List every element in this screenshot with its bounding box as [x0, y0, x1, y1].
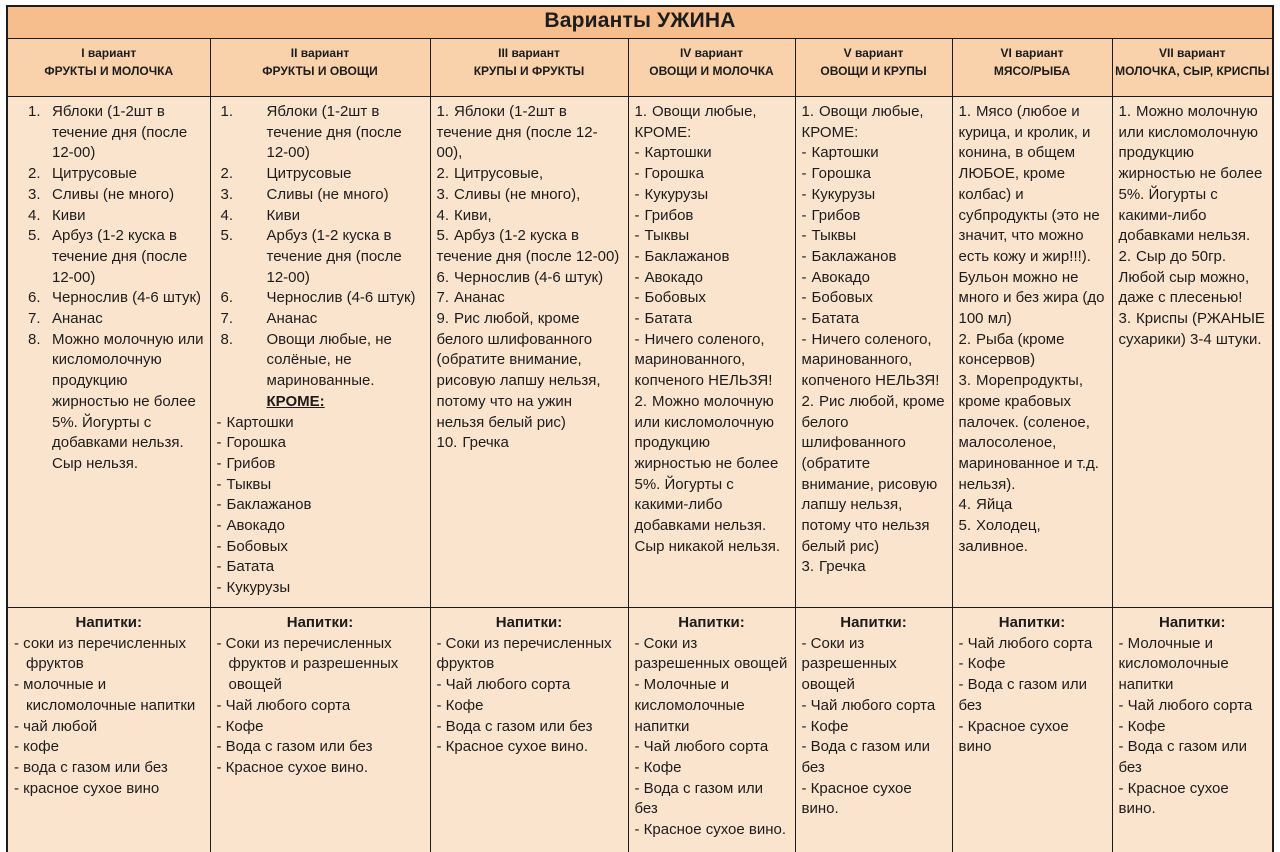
item-marker: 2. [801, 392, 815, 410]
item-marker: - [801, 227, 807, 245]
drinks-list-item: - Кофе [216, 717, 264, 735]
drinks-list-item: - Вода с газом или без [801, 738, 930, 776]
item-marker: - [216, 434, 222, 452]
dash-item: - Кукурузы [801, 185, 876, 203]
item-marker: 1. [436, 103, 450, 120]
item-marker: 3. [801, 558, 815, 576]
drinks-heading: Напитки: [840, 614, 907, 631]
dash-item: - Ничего соленого, маринованного, копченого НЕЛЬЗЯ! [634, 330, 773, 390]
drinks-list-item: - красное сухое вино [14, 779, 160, 797]
variant-3-items [430, 97, 628, 608]
variant-number-label: I вариант [81, 46, 137, 60]
item-marker: 1. [1118, 103, 1132, 120]
dash-item: - Авокадо [634, 268, 703, 286]
item-marker: 1. [634, 103, 648, 120]
item-marker: 7. [28, 310, 41, 328]
item-marker: 7. [436, 289, 450, 307]
dash-item: - Баклажанов [801, 247, 897, 265]
item-marker: 3. [28, 185, 41, 203]
drinks-list-item: - Красное сухое вино. [436, 738, 589, 756]
drinks-list-item: - Красное сухое вино. [1118, 779, 1229, 818]
item-marker: 8. [28, 330, 41, 348]
drinks-list-item: - Кофе [1118, 717, 1166, 735]
item-marker: - [801, 247, 807, 265]
drinks-list-item: - Красное сухое вино. [801, 779, 912, 818]
item-marker: - [216, 579, 222, 597]
dash-item: - Батата [216, 558, 275, 576]
variant-2-items [210, 97, 430, 608]
variant-title-label: ОВОЩИ И МОЛОЧКА [649, 64, 774, 78]
page-title: Варианты УЖИНА [7, 6, 1273, 39]
drinks-list-item: - Чай любого сорта [958, 634, 1093, 652]
variant-title-label: ОВОЩИ И КРУПЫ [820, 64, 927, 78]
item-marker: - [801, 206, 807, 224]
numbered-item: 1. Яблоки (1-2шт в течение дня (после 12-00), [436, 103, 598, 162]
item-marker: - [634, 206, 640, 224]
item-marker: 2. [436, 165, 450, 183]
numbered-item: 3. Сливы (не много) [217, 185, 424, 206]
numbered-item: 1. Овощи любые, КРОМЕ: [634, 103, 757, 141]
numbered-item: 4. Киви [14, 206, 204, 227]
drinks-row [7, 608, 1273, 852]
variant-number-label: V вариант [843, 46, 904, 60]
variant-number-label: IV вариант [679, 46, 744, 60]
drinks-list-item: - чай любой [14, 717, 98, 735]
dash-item: - Грибов [216, 454, 276, 472]
item-marker: - [801, 185, 807, 203]
drinks-list-item: - Вода с газом или без [1118, 738, 1247, 776]
dash-item: - Бобовых [634, 289, 706, 307]
item-marker: 5. [958, 517, 972, 535]
dash-item: - Картошки [216, 413, 294, 431]
item-marker: 2. [28, 165, 41, 183]
numbered-item: 8. Можно молочную или кисломолочную продукцию жирностью не более 5%. Йогурты с добавками нельзя. Сыр нельзя. [14, 330, 204, 475]
dash-item: - Тыквы [634, 227, 690, 245]
drinks-list-item: - Чай любого сорта [634, 738, 769, 756]
drinks-heading: Напитки: [286, 614, 354, 631]
item-marker: - [801, 330, 807, 348]
numbered-item: 3. Сливы (не много) [14, 185, 204, 206]
drinks-list-item: - соки из перечисленных фруктов [14, 634, 186, 673]
variant-7-items [1112, 97, 1273, 608]
dash-item: - Батата [634, 310, 693, 328]
drinks-list-item: - вода с газом или без [14, 758, 168, 776]
drinks-heading: Напитки: [998, 614, 1066, 631]
dash-item: - Бобовых [801, 289, 873, 307]
item-marker: 2. [1118, 247, 1132, 265]
drinks-list-item: - Вода с газом или без [634, 779, 763, 818]
item-marker: - [801, 165, 807, 183]
variant-4-drinks [628, 608, 795, 852]
item-marker: 10. [436, 434, 458, 452]
column-header-variant-4 [628, 39, 795, 97]
item-marker: 1. [958, 103, 972, 120]
dash-item: - Горошка [801, 165, 871, 183]
dash-item: - Картошки [634, 144, 712, 162]
variant-5-items [795, 97, 952, 608]
item-marker: 7. [220, 310, 234, 328]
drinks-list-item: - Молочные и кисломолочные напитки [634, 676, 745, 735]
item-marker: - [801, 310, 807, 328]
item-marker: - [216, 496, 222, 514]
drinks-list-item: - Красное сухое вино [958, 717, 1069, 756]
item-marker: - [801, 144, 807, 162]
numbered-item: 2. Цитрусовые, [436, 165, 544, 183]
column-header-variant-7 [1112, 39, 1273, 97]
drinks-list-item: - молочные и кисломолочные напитки [14, 676, 196, 714]
dash-item: - Кукурузы [634, 185, 709, 203]
drinks-heading: Напитки: [495, 614, 563, 631]
variant-title-label: КРУПЫ И ФРУКТЫ [473, 64, 585, 78]
numbered-item: 3. Морепродукты, кроме крабовых палочек. (соленое, малосоленое, маринованное и т.д. нельзя). [958, 372, 1099, 493]
numbered-item: 5. Арбуз (1-2 куска в течение дня (после 12-00) [217, 226, 424, 288]
dash-item: - Кукурузы [216, 579, 291, 597]
drinks-list-item: - Красное сухое вино. [216, 758, 369, 776]
variant-title-label: МЯСО/РЫБА [993, 64, 1071, 78]
drinks-list-item: - Чай любого сорта [801, 696, 936, 714]
item-marker: 5. [436, 227, 450, 245]
item-marker: - [216, 454, 222, 472]
drinks-list-item: - Соки из разрешенных овощей [801, 634, 897, 694]
drinks-list-item: - Вода с газом или без [436, 717, 593, 735]
item-marker: 4. [28, 206, 41, 224]
drinks-list-item: - Соки из перечисленных фруктов и разрешенных овощей [216, 634, 399, 694]
item-marker: 6. [220, 289, 234, 307]
dash-item: - Авокадо [801, 268, 870, 286]
numbered-item: 2. Сыр до 50гр. Любой сыр можно, даже с плесенью! [1118, 247, 1250, 307]
numbered-item: 4. Яйца [958, 496, 1013, 514]
drinks-list-item: - Красное сухое вино. [634, 821, 787, 839]
item-marker: 2. [220, 165, 234, 183]
dash-item: - Грибов [634, 206, 694, 224]
exclusion-heading: КРОМЕ: [266, 392, 325, 410]
dash-item: - Горошка [634, 165, 704, 183]
item-marker: - [634, 227, 640, 245]
dash-item: - Баклажанов [634, 247, 730, 265]
item-marker: 4. [958, 496, 972, 514]
item-marker: 5. [28, 227, 41, 245]
numbered-item: 3. Сливы (не много), [436, 185, 581, 203]
numbered-item: 9. Рис любой, кроме белого шлифованного (обратите внимание, рисовую лапшу нельзя, потому что на ужин нельзя белый рис) [436, 310, 601, 431]
variant-6-items [952, 97, 1112, 608]
drinks-heading: Напитки: [1158, 614, 1226, 631]
numbered-item: 7. Ананас [217, 309, 424, 330]
dash-item: - Бобовых [216, 537, 288, 555]
numbered-item: 3. Гречка [801, 558, 866, 576]
item-marker: - [634, 289, 640, 307]
variant-2-drinks [210, 608, 430, 852]
column-header-variant-2 [210, 39, 430, 97]
item-marker: - [216, 413, 222, 431]
variant-header-row [7, 39, 1273, 97]
numbered-item: 7. Ананас [14, 309, 204, 330]
item-marker: 1. [220, 103, 234, 120]
item-marker: - [634, 330, 640, 348]
item-marker: - [801, 268, 807, 286]
numbered-item: 7. Ананас [436, 289, 505, 307]
drinks-list-item: - кофе [14, 738, 59, 756]
numbered-item: 1. Можно молочную или кисломолочную продукцию жирностью не более 5%. Йогурты с какими-либо добавками нельзя. [1118, 103, 1263, 245]
item-marker: 8. [220, 330, 234, 348]
item-marker: - [634, 144, 640, 162]
numbered-item: 10. Гречка [436, 434, 509, 452]
item-marker: 1. [801, 103, 815, 120]
variant-1-drinks [7, 608, 210, 852]
drinks-list-item: - Чай любого сорта [436, 676, 571, 694]
drinks-list-item: - Соки из перечисленных фруктов [436, 634, 612, 673]
item-marker: - [216, 537, 222, 555]
item-marker: 2. [634, 392, 648, 410]
title-row [7, 6, 1273, 39]
variant-number-label: VII вариант [1159, 46, 1226, 60]
dash-item: - Ничего соленого, маринованного, копченого НЕЛЬЗЯ! [801, 330, 940, 390]
drinks-list-item: - Чай любого сорта [216, 696, 351, 714]
item-marker: 3. [220, 185, 234, 203]
drinks-list-item: - Вода с газом или без [958, 676, 1087, 714]
dash-item: - Горошка [216, 434, 286, 452]
items-row [7, 97, 1273, 608]
item-marker: 2. [958, 330, 972, 348]
numbered-item: 1. Яблоки (1-2шт в течение дня (после 12-00) [217, 102, 424, 164]
variant-number-label: II вариант [290, 46, 350, 60]
dinner-variants-table [6, 5, 1274, 852]
variant-3-drinks [430, 608, 628, 852]
variant-4-items [628, 97, 795, 608]
variant-title-label: ФРУКТЫ И МОЛОЧКА [44, 64, 174, 78]
drinks-list-item: - Чай любого сорта [1118, 696, 1253, 714]
dash-item: - Грибов [801, 206, 861, 224]
dash-item: - Тыквы [801, 227, 857, 245]
numbered-item: 4. Киви, [436, 206, 492, 224]
numbered-item: 4. Киви [217, 206, 424, 227]
numbered-item: 5. Холодец, заливное. [958, 517, 1041, 555]
drinks-list-item: - Кофе [958, 655, 1006, 673]
item-marker: 1. [28, 103, 41, 120]
item-marker: 3. [1118, 310, 1132, 328]
numbered-item: 1. Овощи любые, КРОМЕ: [801, 103, 924, 141]
numbered-item: 1. Мясо (любое и курица, и кролик, и конина, в общем ЛЮБОЕ, кроме колбас) и субпродукты (это не значит, что можно есть кожу и жир!!!). Бульон можно не много и без жира (до 100 мл) [958, 103, 1105, 328]
numbered-item: 1. Яблоки (1-2шт в течение дня (после 12-00) [14, 102, 204, 164]
item-marker: - [216, 517, 222, 535]
drinks-list-item: - Кофе [801, 717, 849, 735]
numbered-item: 2. Цитрусовые [217, 164, 424, 185]
numbered-item: 6. Чернослив (4-6 штук) [217, 288, 424, 309]
item-marker: 3. [958, 372, 972, 390]
dash-item: - Баклажанов [216, 496, 312, 514]
item-marker: 6. [436, 268, 450, 286]
numbered-item: 5. Арбуз (1-2 куска в течение дня (после 12-00) [436, 227, 620, 265]
item-marker: 5. [220, 227, 234, 245]
item-marker: - [634, 268, 640, 286]
drinks-heading: Напитки: [75, 614, 143, 631]
variant-number-label: III вариант [498, 46, 560, 60]
column-header-variant-6 [952, 39, 1112, 97]
item-marker: - [634, 310, 640, 328]
item-marker: - [634, 247, 640, 265]
numbered-item: 2. Рыба (кроме консервов) [958, 330, 1065, 369]
numbered-item: 2. Рис любой, кроме белого шлифованного (обратите внимание, рисовую лапшу нельзя, потому что нельзя белый рис) [801, 392, 945, 555]
item-marker: - [634, 165, 640, 183]
drinks-list-item: - Соки из разрешенных овощей [634, 634, 788, 673]
item-marker: - [216, 558, 222, 576]
column-header-variant-5 [795, 39, 952, 97]
dash-item: - Батата [801, 310, 860, 328]
variant-title-label: ФРУКТЫ И ОВОЩИ [262, 64, 378, 78]
numbered-item: 2. Можно молочную или кисломолочную продукцию жирностью не более 5%. Йогурты с какими-либо добавками нельзя. Сыр никакой нельзя. [634, 392, 781, 555]
variant-6-drinks [952, 608, 1112, 852]
drinks-list-item: - Кофе [634, 758, 682, 776]
numbered-item: 6. Чернослив (4-6 штук) [14, 288, 204, 309]
item-marker: - [801, 289, 807, 307]
numbered-item: 3. Криспы (РЖАНЫЕ сухарики) 3-4 штуки. [1118, 310, 1265, 348]
item-marker: - [634, 185, 640, 203]
item-marker: 6. [28, 289, 41, 307]
variant-title-label: МОЛОЧКА, СЫР, КРИСПЫ [1115, 64, 1270, 78]
drinks-list-item: - Кофе [436, 696, 484, 714]
variant-7-drinks [1112, 608, 1273, 852]
variant-number-label: VI вариант [1000, 46, 1064, 60]
item-marker: 4. [220, 206, 234, 224]
drinks-list-item: - Молочные и кисломолочные напитки [1118, 634, 1229, 694]
numbered-item: 6. Чернослив (4-6 штук) [436, 268, 604, 286]
item-marker: 3. [436, 185, 450, 203]
item-marker: - [216, 475, 222, 493]
column-header-variant-1 [7, 39, 210, 97]
item-marker: 9. [436, 310, 450, 328]
drinks-list-item: - Вода с газом или без [216, 738, 373, 756]
dash-item: - Картошки [801, 144, 879, 162]
dash-item: - Тыквы [216, 475, 272, 493]
drinks-heading: Напитки: [678, 614, 745, 631]
variant-1-items [7, 97, 210, 608]
column-header-variant-3 [430, 39, 628, 97]
numbered-item: 8. Овощи любые, не солёные, не маринованные. [217, 330, 424, 392]
variant-5-drinks [795, 608, 952, 852]
numbered-item: 5. Арбуз (1-2 куска в течение дня (после 12-00) [14, 226, 204, 288]
dash-item: - Авокадо [216, 517, 285, 535]
numbered-item: 2. Цитрусовые [14, 164, 204, 185]
item-marker: 4. [436, 206, 450, 224]
